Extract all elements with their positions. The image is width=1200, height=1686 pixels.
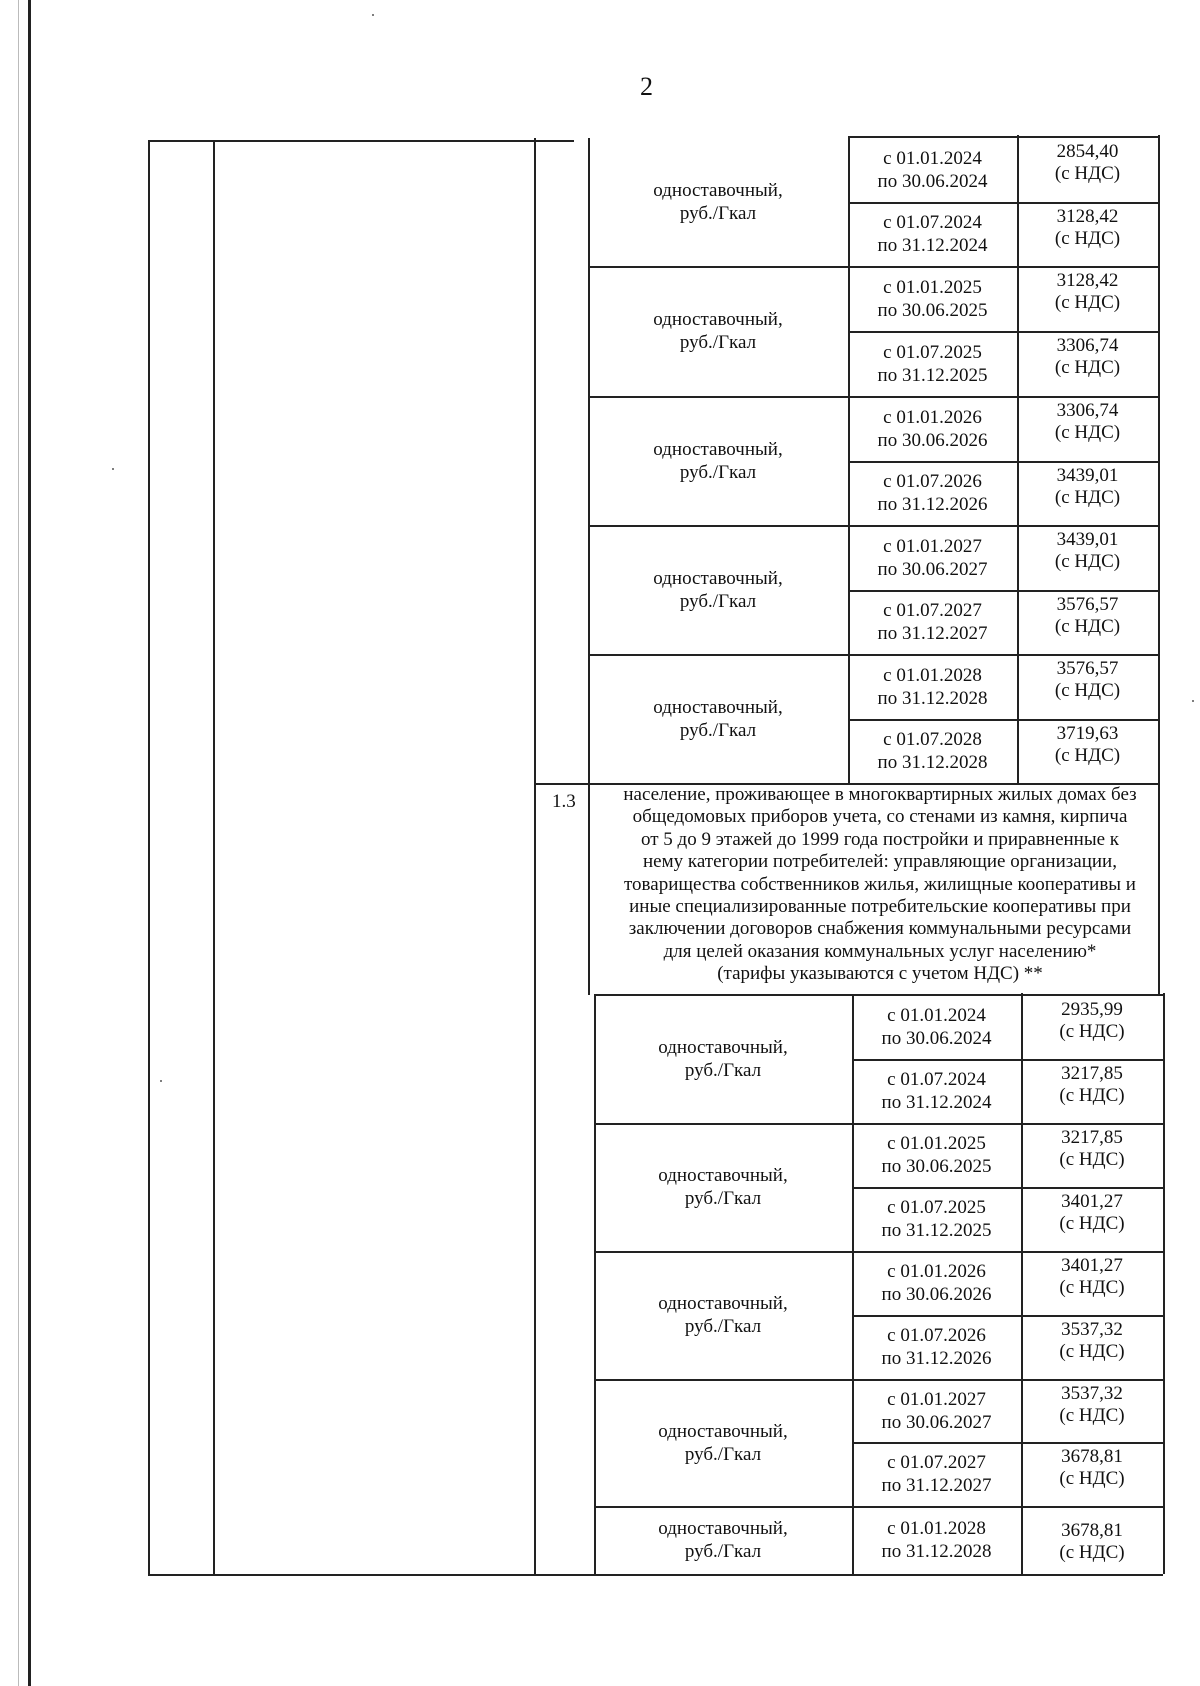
scan-speck: [372, 14, 374, 16]
section-number: 1.3: [552, 791, 576, 812]
tariff-type-label: одноставочный, руб./Гкал: [658, 1165, 788, 1209]
tariff-type-label: одноставочный, руб./Гкал: [658, 1420, 788, 1465]
scan-speck: [1192, 700, 1194, 702]
tariff-value: 3401,27 (с НДС): [1059, 1255, 1125, 1298]
period-cell: с 01.07.2025 по 31.12.2025: [881, 1197, 992, 1241]
section-description-line: население, проживающее в многоквартирных жилых домах без: [623, 784, 1137, 805]
tariff-value: 3306,74 (с НДС): [1054, 335, 1121, 378]
section-description-line: заключении договоров снабжения коммунальными ресурсами: [628, 918, 1132, 940]
section-description-line: общедомовых приборов учета, со стенами из камня, кирпича: [632, 806, 1128, 828]
period-cell: с 01.07.2027 по 31.12.2027: [881, 1452, 992, 1496]
table-border-bottom: [148, 1574, 1163, 1576]
tariff-value: 3719,63 (с НДС): [1054, 723, 1121, 766]
period-cell: с 01.07.2026 по 31.12.2026: [881, 1325, 992, 1369]
tariff-value: 3537,32 (с НДС): [1059, 1319, 1125, 1362]
tariff-value: 3576,57 (с НДС): [1054, 594, 1121, 637]
section-description-line: нему категории потребителей: управляющие организации,: [643, 851, 1117, 873]
period-cell: с 01.01.2026 по 30.06.2026: [877, 406, 988, 451]
section-description-line: иные специализированные потребительские кооперативы при: [629, 896, 1131, 918]
period-cell: с 01.07.2028 по 31.12.2028: [877, 729, 988, 773]
tariff-value: 2854,40 (с НДС): [1054, 141, 1121, 184]
tariff-value: 3537,32 (с НДС): [1059, 1383, 1125, 1426]
table-border-right: [1158, 135, 1160, 783]
period-cell: с 01.01.2026 по 30.06.2026: [881, 1261, 992, 1305]
tariff-value: 3678,81 (с НДС): [1059, 1520, 1125, 1563]
tariff-type-label: одноставочный, руб./Гкал: [653, 438, 783, 483]
tariff-type-label: одноставочный, руб./Гкал: [653, 179, 783, 224]
tariff-value: 3306,74 (с НДС): [1054, 400, 1121, 443]
table-col-divider: [213, 140, 215, 1574]
section-description-line: от 5 до 9 этажей до 1999 года постройки и приравненные к: [640, 828, 1120, 850]
table-col-divider: [534, 138, 536, 1574]
table-col-divider: [588, 783, 590, 995]
section-description-line: для целей оказания коммунальных услуг населению*: [663, 940, 1097, 962]
section-description: [600, 784, 1160, 986]
period-cell: с 01.07.2026 по 31.12.2026: [877, 471, 988, 515]
period-cell: с 01.07.2025 по 31.12.2025: [877, 341, 988, 386]
period-cell: с 01.01.2028 по 31.12.2028: [881, 1518, 992, 1562]
tariff-type-label: одноставочный, руб./Гкал: [658, 1293, 788, 1337]
tariff-value: 3217,85 (с НДС): [1059, 1127, 1125, 1170]
scan-edge-shadow: [18, 0, 19, 1686]
table-hline: [534, 783, 1158, 785]
section-description-line: (тарифы указываются с учетом НДС) **: [717, 963, 1043, 985]
period-cell: с 01.01.2025 по 30.06.2025: [877, 276, 988, 321]
table-border-right: [1163, 993, 1165, 1574]
scan-speck: [112, 468, 114, 470]
table-border-top: [148, 140, 574, 142]
period-cell: с 01.01.2025 по 30.06.2025: [881, 1133, 992, 1177]
tariff-value: 2935,99 (с НДС): [1059, 999, 1125, 1042]
tariff-value: 3576,57 (с НДС): [1054, 658, 1121, 701]
tariff-value: 3401,27 (с НДС): [1059, 1191, 1125, 1234]
table-border-right: [1158, 783, 1160, 995]
period-cell: с 01.01.2024 по 30.06.2024: [877, 147, 988, 192]
period-cell: с 01.07.2024 по 31.12.2024: [881, 1069, 992, 1113]
period-cell: с 01.01.2024 по 30.06.2024: [881, 1005, 992, 1049]
tariff-value: 3439,01 (с НДС): [1054, 465, 1121, 508]
period-cell: с 01.01.2027 по 30.06.2027: [881, 1388, 992, 1433]
tariff-value: 3439,01 (с НДС): [1054, 529, 1121, 572]
period-cell: с 01.01.2028 по 31.12.2028: [877, 664, 988, 709]
tariff-type-label: одноставочный, руб./Гкал: [658, 1037, 788, 1081]
tariff-type-label: одноставочный, руб./Гкал: [653, 567, 783, 612]
period-cell: с 01.07.2027 по 31.12.2027: [877, 600, 988, 644]
tariff-type-label: одноставочный, руб./Гкал: [658, 1518, 788, 1562]
period-cell: с 01.07.2024 по 31.12.2024: [877, 212, 988, 256]
scan-edge: [28, 0, 31, 1686]
tariff-value: 3128,42 (с НДС): [1054, 206, 1121, 249]
section-description-line: товарищества собственников жилья, жилищные кооперативы и: [624, 873, 1136, 895]
period-cell: с 01.01.2027 по 30.06.2027: [877, 535, 988, 580]
page-number: 2: [640, 72, 653, 101]
table-border-left: [148, 142, 150, 1574]
tariff-type-label: одноставочный, руб./Гкал: [653, 696, 783, 741]
tariff-type-label: одноставочный, руб./Гкал: [653, 309, 783, 353]
tariff-value: 3217,85 (с НДС): [1059, 1063, 1125, 1106]
tariff-value: 3128,42 (с НДС): [1054, 270, 1121, 313]
scan-speck: [160, 1080, 162, 1082]
tariff-value: 3678,81 (с НДС): [1059, 1446, 1125, 1489]
